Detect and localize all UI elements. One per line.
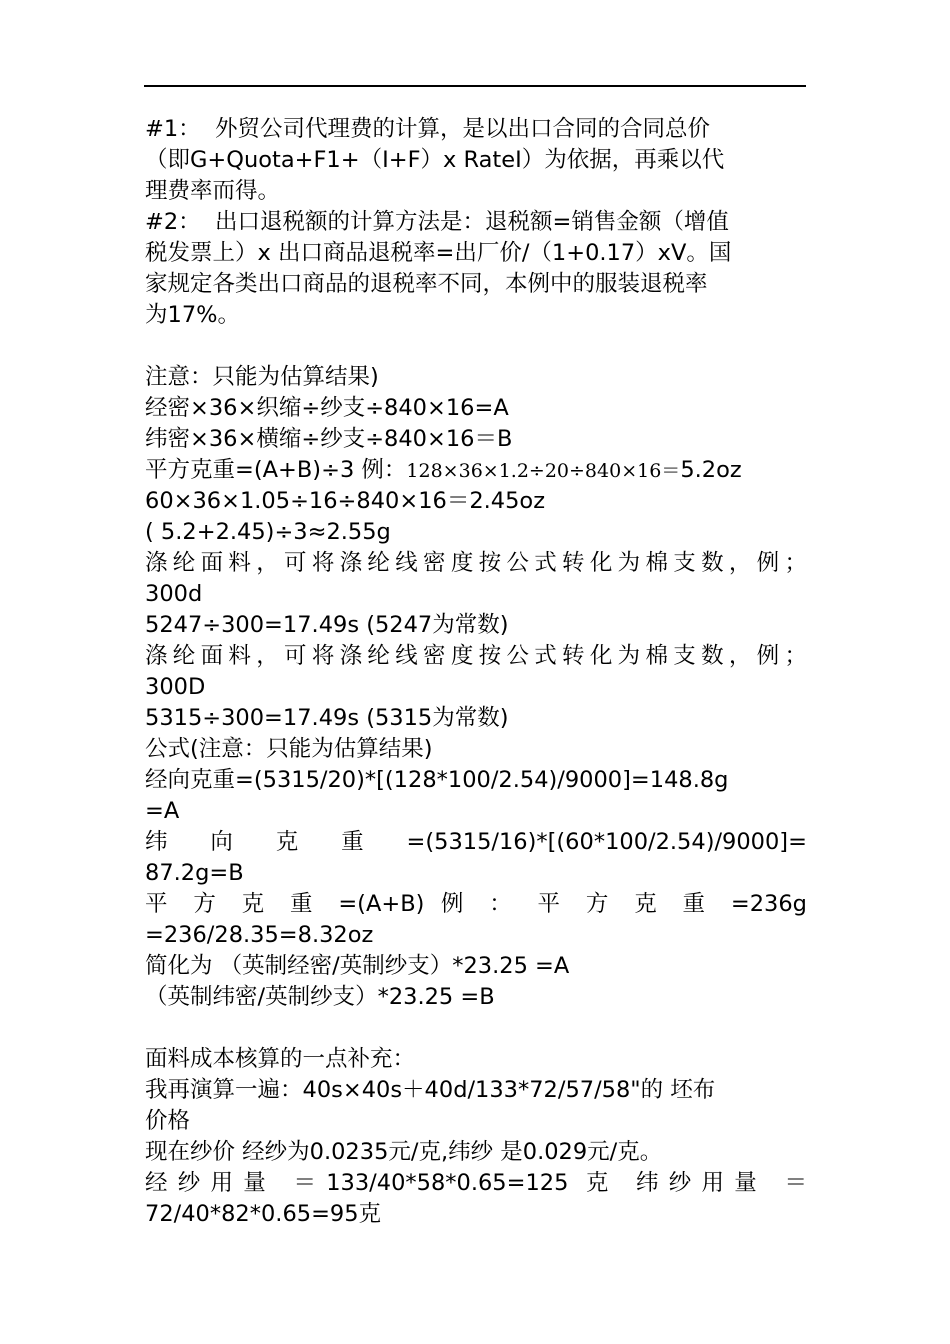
formula-square-weight: [145, 455, 807, 486]
blank-line: [145, 331, 807, 362]
header-rule: [144, 85, 806, 87]
square-weight-line: 平 方 克 重 =(A+B) 例 ： 平 方 克 重 =236g: [145, 891, 807, 917]
warp-weight-line: =A: [145, 798, 180, 824]
formula-warp: 经密×36×织缩÷纱支÷840×16=A: [145, 395, 509, 421]
cost-line: 现在纱价 经纱为0.0235元/克,纬纱 是0.029元/克。: [145, 1139, 663, 1165]
paragraph-1-line: （即G+Quota+F1+（I+F）x RateI）为依据，再乘以代: [145, 147, 725, 173]
paragraph-1-line: #1： 外贸公司代理费的计算，是以出口合同的合同总价: [145, 116, 710, 142]
paragraph-1-line: 理费率而得。: [145, 178, 281, 204]
formula-example-average: ( 5.2+2.45)÷3≈2.55g: [145, 519, 391, 545]
polyester-formula-2: 5315÷300=17.49s (5315为常数): [145, 705, 509, 731]
polyester-example-2: 300D: [145, 674, 206, 700]
blank-line: [145, 1013, 807, 1044]
polyester-note-2: 涤纶面料，可将涤纶线密度按公式转化为棉支数，例；: [145, 643, 807, 669]
formula-example-weft: 60×36×1.05÷16÷840×16＝2.45oz: [145, 488, 546, 514]
formula-square-weight-prefix: 平方克重=(A+B)÷3 例：: [145, 457, 407, 483]
cost-usage-line: 经纱用量 ＝133/40*58*0.65=125 克 纬纱用量 ＝: [145, 1170, 808, 1196]
note-line: 注意：只能为估算结果): [145, 364, 379, 390]
polyester-formula-1: 5247÷300=17.49s (5247为常数): [145, 612, 509, 638]
cost-line: 我再演算一遍：40s×40s＋40d/133*72/57/58"的 坯布: [145, 1077, 716, 1103]
formula-weft: 纬密×36×横缩÷纱支÷840×16＝B: [145, 426, 513, 452]
polyester-example-1: 300d: [145, 581, 203, 607]
weft-weight-line: 87.2g=B: [145, 860, 244, 886]
cost-section-title: 面料成本核算的一点补充：: [145, 1046, 416, 1072]
square-weight-line: =236/28.35=8.32oz: [145, 922, 374, 948]
formula-note: 公式(注意：只能为估算结果): [145, 736, 433, 762]
paragraph-2-line: 为17%。: [145, 302, 241, 328]
simplified-formula: 简化为 （英制经密/英制纱支）*23.25 =A: [145, 953, 570, 979]
warp-weight-line: 经向克重=(5315/20)*[(128*100/2.54)/9000]=148.8g: [145, 767, 729, 793]
formula-square-weight-example: 128×36×1.2÷20÷840×16＝: [406, 460, 681, 482]
polyester-note-1: 涤纶面料，可将涤纶线密度按公式转化为棉支数，例；: [145, 550, 807, 576]
cost-usage-line: 72/40*82*0.65=95克: [145, 1201, 382, 1227]
document-body: [145, 114, 807, 1230]
cost-line: 价格: [145, 1108, 191, 1134]
formula-square-weight-result: 5.2oz: [680, 457, 742, 483]
weft-weight-line: 纬 向 克 重 =(5315/16)*[(60*100/2.54)/9000]=: [145, 829, 807, 855]
paragraph-2-line: 家规定各类出口商品的退税率不同，本例中的服装退税率: [145, 271, 708, 297]
paragraph-2-line: #2： 出口退税额的计算方法是：退税额=销售金额（增值: [145, 209, 729, 235]
paragraph-2-line: 税发票上）x 出口商品退税率=出厂价/（1+0.17）xV。国: [145, 240, 732, 266]
simplified-formula: （英制纬密/英制纱支）*23.25 =B: [145, 984, 495, 1010]
